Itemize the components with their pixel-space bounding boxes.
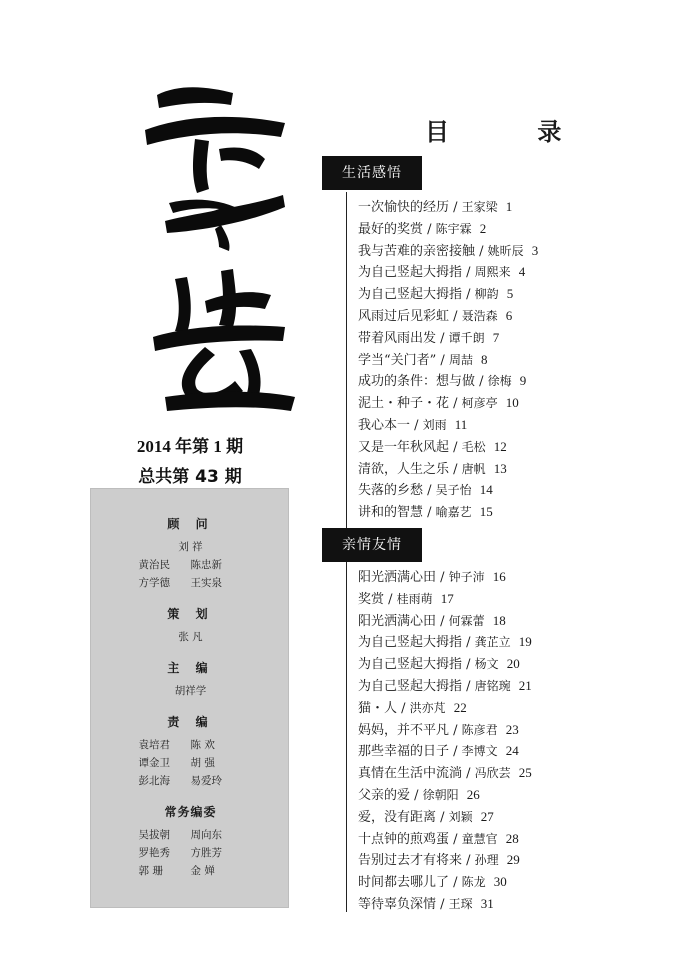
- issue-number: 2014 年第 1 期: [136, 437, 244, 456]
- toc-entry-author: 谭千朗: [448, 330, 485, 345]
- toc-entry-title: 带着风雨出发: [358, 330, 437, 346]
- staff-row: [91, 538, 290, 556]
- toc-entry[interactable]: 为自己竖起大拇指 / 柳韵 5: [358, 286, 514, 303]
- toc-entry-page: 2: [479, 220, 487, 236]
- toc-entry-author: 吴子怡: [435, 483, 472, 498]
- toc-entry-title: 为自己竖起大拇指: [358, 678, 463, 694]
- toc-entry-title: 奖赏: [358, 591, 385, 607]
- toc-entry[interactable]: 为自己竖起大拇指 / 龚芷立 19: [358, 634, 532, 651]
- staff-group-title: 顾 问: [167, 517, 214, 531]
- staff-member: 罗艳秀: [138, 847, 170, 859]
- toc-entry[interactable]: 奖赏 / 桂雨萌 17: [358, 590, 454, 607]
- toc-entry-author: 冯欣芸: [474, 766, 511, 781]
- toc-entry[interactable]: 为自己竖起大拇指 / 周熙来 4: [358, 264, 526, 281]
- staff-row: [91, 628, 290, 646]
- toc-entry-author: 何霖蕾: [448, 613, 485, 628]
- toc-section-list: [358, 566, 678, 915]
- toc-entry-title: 那些幸福的日子: [358, 744, 450, 760]
- toc-entry-author: 徐梅: [487, 374, 512, 389]
- staff-member: 王实泉: [190, 577, 222, 589]
- toc-entry[interactable]: 学当“关门者” / 周喆 8: [358, 351, 488, 368]
- staff-member: 周向东: [190, 829, 222, 841]
- toc-section-header: 亲情友情: [322, 528, 422, 562]
- toc-entry-title: 时间都去哪儿了: [358, 875, 450, 891]
- toc-entry-author: 姚昕辰: [487, 243, 524, 258]
- staff-group-title: 主 编: [167, 661, 214, 675]
- toc-entry[interactable]: 清欲，人生之乐 / 唐帆 13: [358, 460, 507, 477]
- toc-entry-author: 聂浩森: [461, 308, 498, 323]
- staff-member: 易爱玲: [190, 775, 222, 787]
- toc-entry-title: 父亲的爱: [358, 787, 411, 803]
- toc-entry-title: 失落的乡愁: [358, 483, 424, 499]
- toc-entry-page: 20: [506, 656, 520, 672]
- toc-entry-title: 阳光洒满心田: [358, 570, 437, 585]
- staff-member: 袁培君: [138, 739, 170, 751]
- toc-entry-author: 周熙来: [474, 265, 511, 280]
- toc-entry-author: 陈宇霖: [435, 221, 472, 236]
- toc-entry-author: 钟子沛: [448, 570, 485, 584]
- toc-entry-title: 阳光洒满心田: [358, 613, 437, 629]
- staff-row: [91, 844, 290, 862]
- staff-member: 张 凡: [178, 631, 203, 643]
- staff-member: 陈 欢: [190, 739, 215, 751]
- toc-entry-page: 22: [453, 699, 467, 715]
- toc-entry-author: 柳韵: [474, 287, 499, 302]
- staff-member: 方胜芳: [190, 847, 222, 859]
- toc-entry-title: 最好的奖赏: [358, 221, 424, 237]
- toc-entry[interactable]: 爱，没有距离 / 刘颖 27: [358, 808, 494, 825]
- toc-entry-author: 李博文: [461, 744, 498, 759]
- toc-entry-title: 学当“关门者”: [358, 352, 437, 368]
- toc-entry-page: 23: [505, 721, 519, 737]
- toc-entry[interactable]: 阳光洒满心田 / 钟子沛 16: [358, 569, 506, 585]
- toc-entry-title: 为自己竖起大拇指: [358, 635, 463, 651]
- staff-group-title: 责 编: [167, 715, 214, 729]
- toc-entry[interactable]: 一次愉快的经历 / 王家梁 1: [358, 199, 513, 215]
- staff-member: 胡 强: [190, 757, 215, 769]
- editorial-staff-panel: [90, 488, 289, 908]
- toc-entry-author: 王家梁: [461, 200, 498, 214]
- toc-entry[interactable]: 时间都去哪儿了 / 陈龙 30: [358, 874, 507, 891]
- toc-title: 目 录: [425, 118, 602, 146]
- toc-entry[interactable]: 我心本一 / 刘雨 11: [358, 416, 468, 433]
- staff-group-editors: [91, 713, 290, 790]
- toc-entry[interactable]: 十点钟的煎鸡蛋 / 童慧官 28: [358, 830, 519, 847]
- staff-group-chief-editor: [91, 659, 290, 700]
- total-issue-number: 总共第 43 期: [138, 467, 242, 487]
- toc-entry[interactable]: 告别过去才有将来 / 孙理 29: [358, 852, 520, 869]
- staff-row: [91, 862, 290, 880]
- toc-entry-title: 成功的条件：想与做: [358, 374, 476, 390]
- toc-entry-author: 孙理: [474, 853, 499, 868]
- toc-entry-title: 为自己竖起大拇指: [358, 287, 463, 303]
- toc-entry-title: 等待辜负深情: [358, 896, 437, 912]
- toc-entry-page: 28: [505, 830, 519, 846]
- toc-entry-title: 猫・人: [358, 700, 398, 716]
- toc-entry[interactable]: 妈妈，并不平凡 / 陈彦君 23: [358, 721, 519, 738]
- toc-entry[interactable]: 为自己竖起大拇指 / 唐铭琬 21: [358, 677, 532, 694]
- staff-member: 彭北海: [138, 775, 170, 787]
- toc-entry[interactable]: 猫・人 / 洪亦芃 22: [358, 699, 467, 716]
- toc-entry-page: 19: [518, 634, 532, 650]
- toc-entry[interactable]: 风雨过后见彩虹 / 聂浩森 6: [358, 307, 513, 324]
- staff-member: 方学德: [138, 577, 170, 589]
- toc-entry-page: 31: [480, 895, 494, 911]
- toc-entry-page: 17: [440, 590, 454, 606]
- toc-entry-page: 4: [518, 264, 526, 280]
- toc-entry[interactable]: 泥土・种子・花 / 柯彦亭 10: [358, 395, 519, 412]
- toc-entry[interactable]: 那些幸福的日子 / 李博文 24: [358, 743, 519, 760]
- toc-entry-title: 十点钟的煎鸡蛋: [358, 831, 450, 847]
- toc-entry-author: 刘雨: [422, 417, 447, 432]
- toc-entry-page: 21: [518, 677, 532, 693]
- staff-member: 刘 祥: [178, 541, 203, 553]
- toc-entry-page: 6: [505, 307, 513, 323]
- staff-group-advisors: [91, 515, 290, 592]
- toc-entry-title: 我心本一: [358, 417, 411, 433]
- toc-entry[interactable]: 讲和的智慧 / 喻嘉艺 15: [358, 504, 493, 521]
- toc-entry[interactable]: 带着风雨出发 / 谭千朗 7: [358, 329, 500, 346]
- staff-member: 吴拔朝: [138, 829, 170, 841]
- toc-entry-author: 龚芷立: [474, 635, 511, 650]
- toc-entry-title: 为自己竖起大拇指: [358, 657, 463, 673]
- toc-entry-title: 风雨过后见彩虹: [358, 308, 450, 324]
- toc-entry-author: 洪亦芃: [409, 700, 446, 715]
- toc-entry[interactable]: 阳光洒满心田 / 何霖蕾 18: [358, 612, 506, 629]
- toc-entry-title: 妈妈，并不平凡: [358, 722, 450, 738]
- toc-entry[interactable]: 又是一年秋风起 / 毛松 12: [358, 438, 507, 455]
- staff-row: [91, 772, 290, 790]
- staff-member: 胡祥学: [174, 685, 207, 697]
- toc-entry-author: 杨文: [474, 657, 499, 672]
- toc-entry-title: 泥土・种子・花: [358, 396, 450, 412]
- toc-entry-page: 5: [506, 286, 514, 302]
- toc-entry[interactable]: 等待辜负深情 / 王琛 31: [358, 895, 494, 912]
- toc-section-list: [358, 196, 678, 523]
- staff-member: 谭金卫: [138, 757, 170, 769]
- toc-entry-page: 24: [505, 743, 519, 759]
- toc-entry-author: 刘颖: [448, 809, 473, 824]
- toc-entry-title: 为自己竖起大拇指: [358, 265, 463, 281]
- toc-entry[interactable]: 成功的条件：想与做 / 徐梅 9: [358, 373, 527, 390]
- staff-row: [91, 682, 290, 700]
- toc-entry-author: 唐帆: [461, 461, 486, 476]
- toc-entry[interactable]: 真情在生活中流淌 / 冯欣芸 25: [358, 765, 532, 782]
- toc-entry-author: 陈彦君: [461, 722, 498, 737]
- toc-entry-page: 18: [492, 612, 506, 628]
- staff-row: [91, 736, 290, 754]
- toc-section-header: 生活感悟: [322, 156, 422, 190]
- toc-entry-author: 桂雨萌: [396, 591, 433, 606]
- toc-entry-author: 唐铭琬: [474, 678, 511, 693]
- toc-entry-author: 柯彦亭: [461, 396, 498, 411]
- toc-entry-author: 徐朝阳: [422, 787, 459, 802]
- toc-entry-page: 12: [493, 438, 507, 454]
- staff-row: [91, 826, 290, 844]
- toc-entry[interactable]: 失落的乡愁 / 吴子怡 14: [358, 482, 493, 499]
- toc-entry-title: 清欲，人生之乐: [358, 461, 450, 477]
- toc-entry-title: 一次愉快的经历: [358, 200, 450, 215]
- toc-entry-page: 25: [518, 765, 532, 781]
- toc-entry-page: 11: [454, 416, 468, 432]
- toc-entry-title: 爱，没有距离: [358, 809, 437, 825]
- toc-entry-author: 毛松: [461, 439, 486, 454]
- staff-row: [91, 754, 290, 772]
- staff-row: [91, 556, 290, 574]
- toc-entry-author: 周喆: [448, 352, 473, 367]
- toc-entry[interactable]: 父亲的爱 / 徐朝阳 26: [358, 786, 480, 803]
- toc-entry-page: 3: [531, 242, 539, 258]
- toc-entry-page: 29: [506, 852, 520, 868]
- toc-entry-author: 王琛: [448, 896, 473, 911]
- toc-entry-page: 15: [479, 504, 493, 520]
- toc-entry-author: 陈龙: [461, 875, 486, 890]
- toc-entry-page: 14: [479, 482, 493, 498]
- toc-entry-title: 又是一年秋风起: [358, 439, 450, 455]
- staff-member: 黄治民: [138, 559, 170, 571]
- toc-entry-author: 喻嘉艺: [435, 505, 472, 520]
- toc-entry-page: 30: [493, 874, 507, 890]
- staff-group-executive-board: [91, 803, 290, 880]
- staff-group-title: 常务编委: [164, 805, 217, 819]
- toc-entry-page: 9: [519, 373, 527, 389]
- toc-entry-page: 10: [505, 395, 519, 411]
- masthead-calligraphy-logo: [135, 75, 305, 435]
- staff-group-planning: [91, 605, 290, 646]
- toc-entry-title: 告别过去才有将来: [358, 853, 463, 869]
- toc-entry-title: 真情在生活中流淌: [358, 766, 463, 782]
- toc-entry-title: 讲和的智慧: [358, 505, 424, 521]
- toc-entry-page: 27: [480, 808, 494, 824]
- staff-member: 金 婵: [190, 865, 215, 877]
- toc-entry[interactable]: 我与苦难的亲密接触 / 姚昕辰 3: [358, 242, 539, 259]
- staff-row: [91, 574, 290, 592]
- toc-entry-author: 童慧官: [461, 831, 498, 846]
- toc-entry-page: 1: [505, 199, 513, 214]
- toc-entry[interactable]: 为自己竖起大拇指 / 杨文 20: [358, 656, 520, 673]
- staff-member: 郭 珊: [138, 865, 163, 877]
- toc-entry-page: 26: [466, 786, 480, 802]
- toc-entry-page: 13: [493, 460, 507, 476]
- staff-member: 陈忠新: [190, 559, 222, 571]
- toc-entry[interactable]: 最好的奖赏 / 陈宇霖 2: [358, 220, 487, 237]
- toc-entry-page: 8: [480, 351, 488, 367]
- toc-entry-page: 7: [492, 329, 500, 345]
- toc-entry-page: 16: [492, 569, 506, 584]
- staff-group-title: 策 划: [167, 607, 214, 621]
- toc-entry-title: 我与苦难的亲密接触: [358, 243, 476, 259]
